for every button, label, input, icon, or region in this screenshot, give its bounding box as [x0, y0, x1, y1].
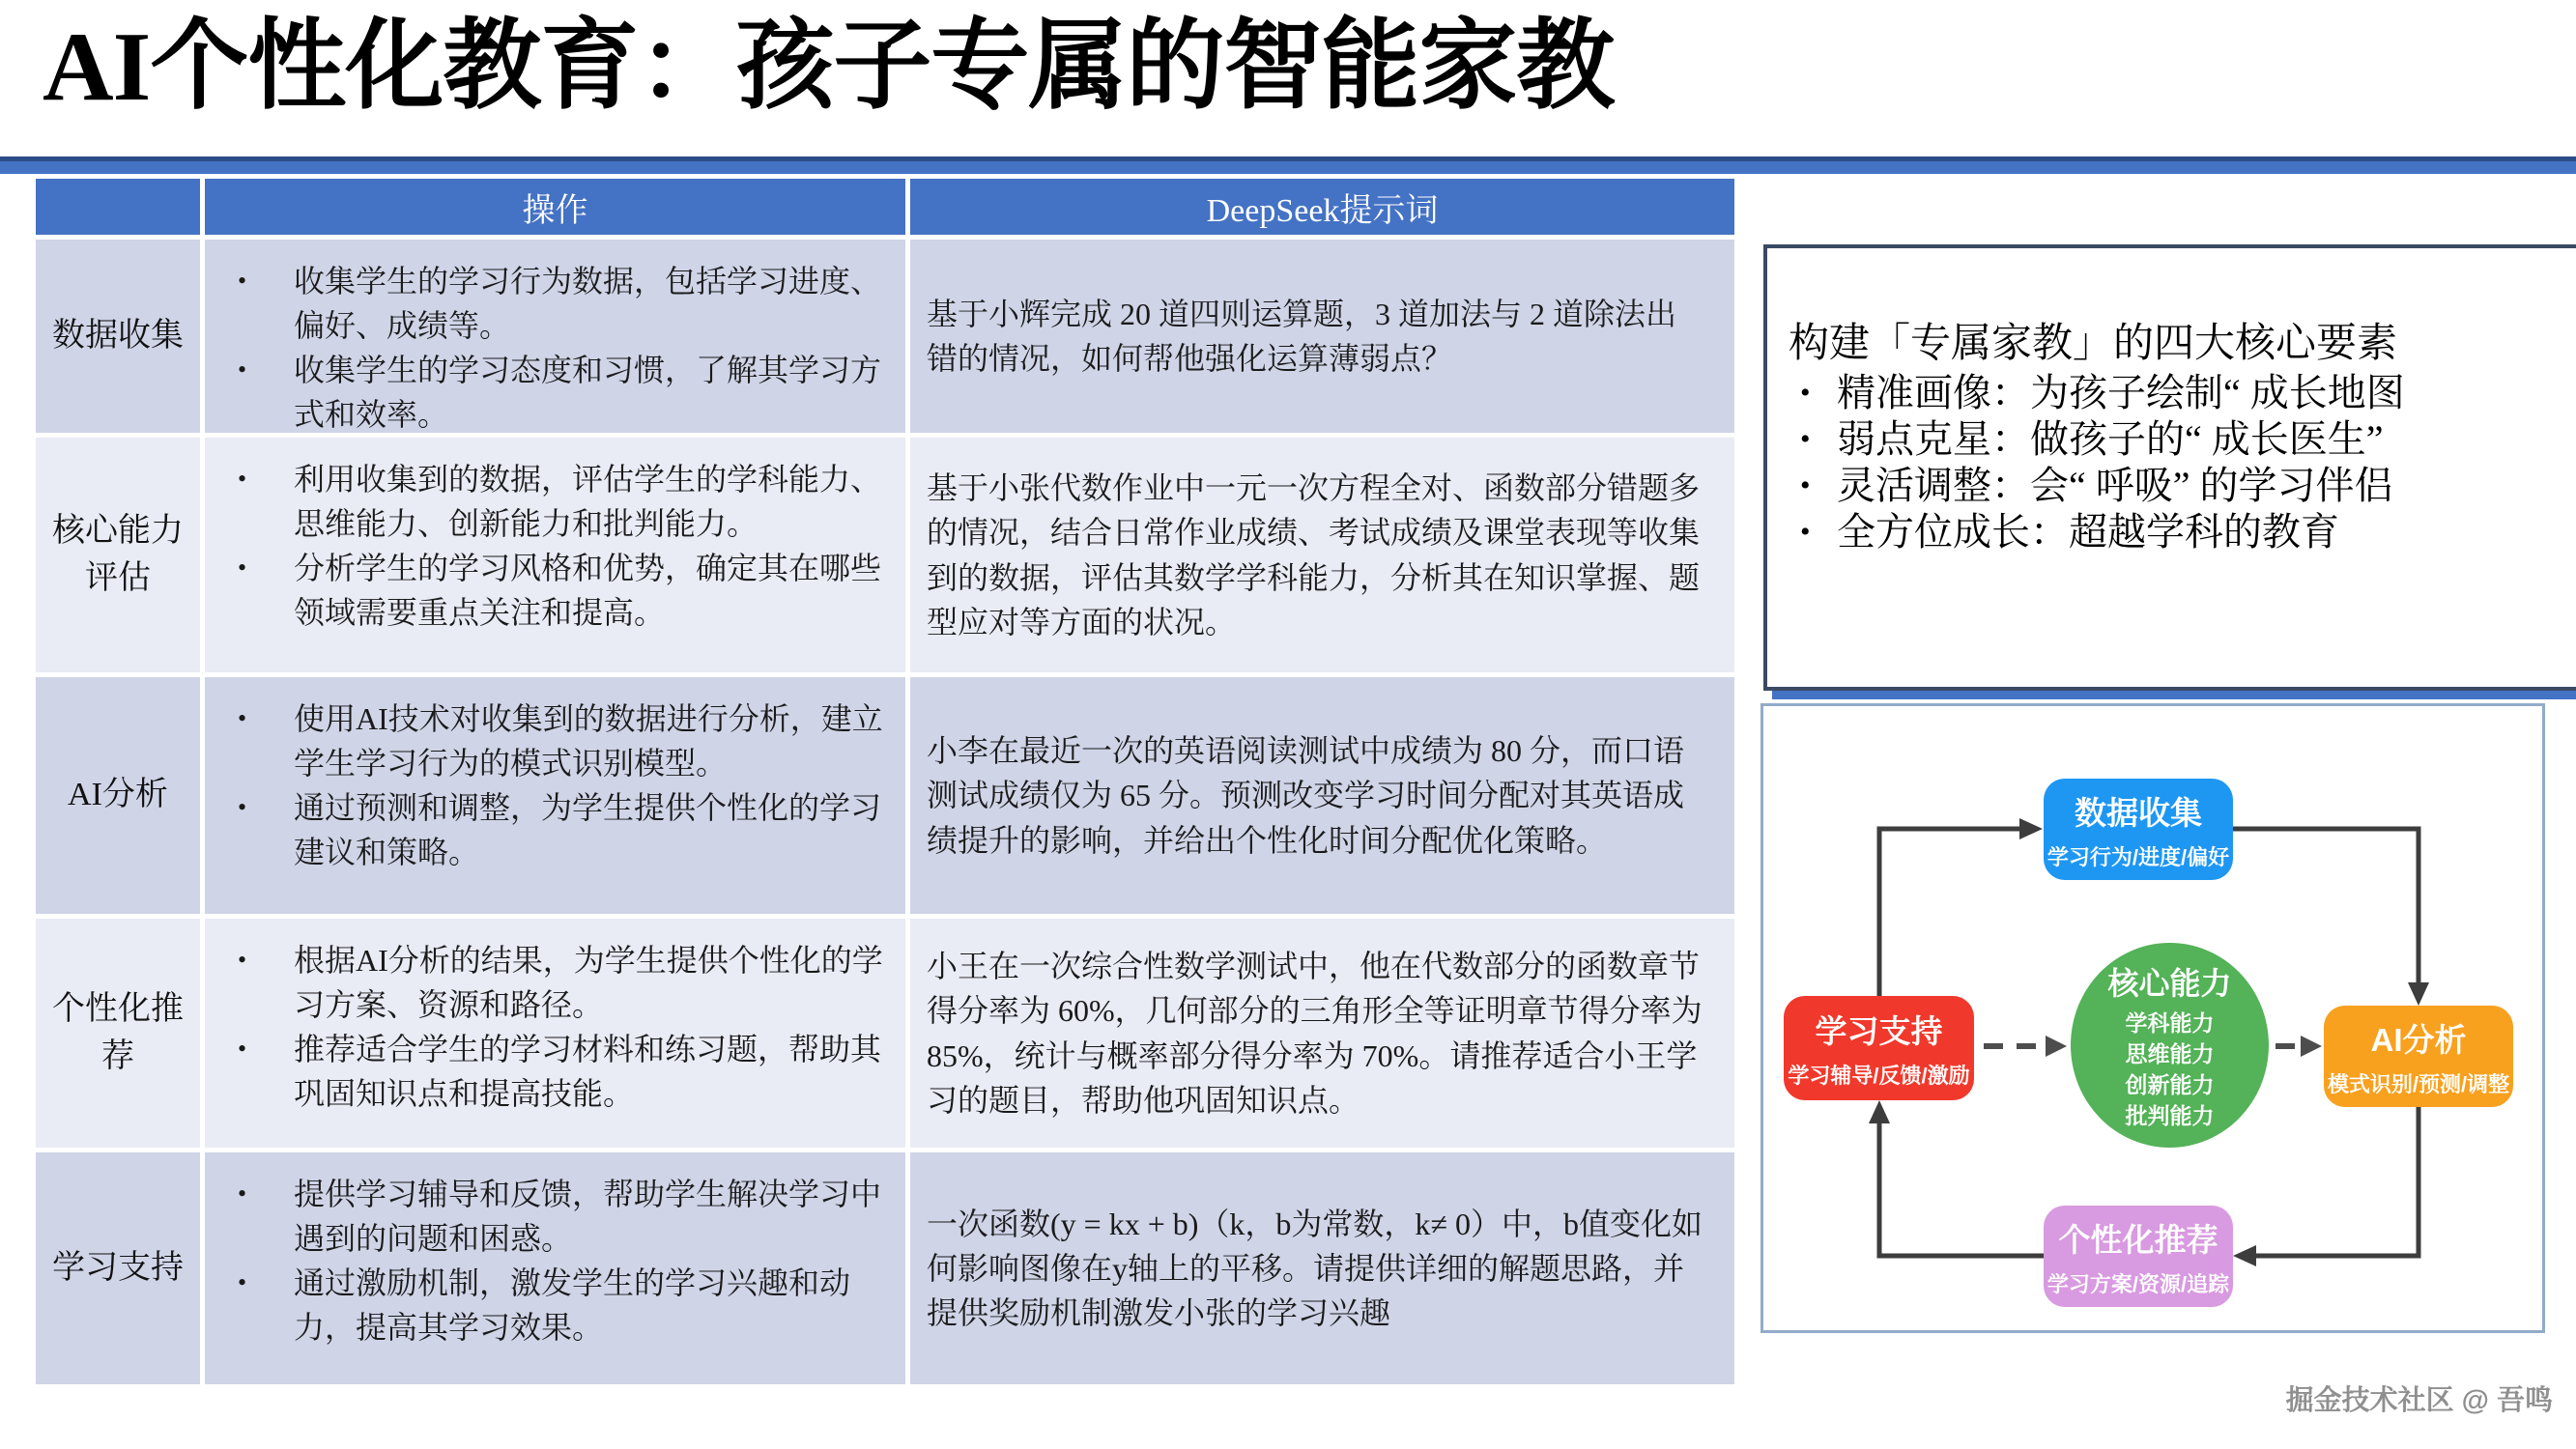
- watermark: 掘金技术社区 @ 吾鸣: [2285, 1385, 2553, 1416]
- operation-text: 收集学生的学习态度和习惯，了解其学习方式和效率。: [294, 353, 882, 433]
- bullet-icon: •: [1800, 516, 1811, 548]
- operations-cell: [205, 919, 905, 1148]
- core-element-text: 全方位成长：超越学科的教育: [1837, 510, 2339, 554]
- node-core-ability: [2071, 943, 2269, 1148]
- node-subtitle: 模式识别/预测/调整: [2327, 1071, 2510, 1096]
- page-title: AI个性化教育：孩子专属的智能家教: [43, 13, 1615, 122]
- node-title: 数据收集: [2075, 794, 2202, 831]
- bullet-icon: •: [238, 704, 247, 732]
- bullet-icon: •: [238, 554, 247, 582]
- prompt-text: 基于小张代数作业中一元一次方程全对、函数部分错题多的情况，结合日常作业成绩、考试成绩及课堂表现等收集到的数据，评估其数学学科能力，分析其在知识掌握、题型应对等方面的状况。: [927, 470, 1701, 639]
- bullet-icon: •: [238, 793, 247, 822]
- list-item: [224, 457, 892, 546]
- prompt-cell: [910, 919, 1734, 1148]
- bullet-icon: •: [1800, 377, 1811, 409]
- prompt-text: 小王在一次综合性数学测试中，他在代数部分的函数章节得分率为 60%，几何部分的三角形全等证明章节得分率为 85%，统计与概率部分得分率为 70%。请推荐适合小王学习的题目，帮助他巩固知识点。: [927, 949, 1703, 1118]
- operation-text: 利用收集到的数据，评估学生的学科能力、思维能力、创新能力和批判能力。: [294, 462, 882, 542]
- prompt-text: 一次函数(y = kx + b)（k，b为常数，k≠ 0）中，b值变化如何影响图像在y轴上的平移。请提供详细的解题思路，并提供奖励机制激发小张的学习兴趣: [927, 1206, 1703, 1331]
- node-ability-item: 学科能力: [2125, 1010, 2215, 1036]
- prompt-text: 小李在最近一次的英语阅读测试中成绩为 80 分，而口语测试成绩仅为 65 分。预测改变学习时间分配对其英语成绩提升的影响，并给出个性化时间分配优化策略。: [927, 733, 1685, 858]
- operation-text: 分析学生的学习风格和优势，确定其在哪些领域需要重点关注和提高。: [294, 551, 882, 631]
- list-item: [1789, 416, 2568, 463]
- table-header-operation: 操作: [205, 179, 905, 235]
- core-element-text: 弱点克星：做孩子的“ 成长医生”: [1837, 417, 2384, 461]
- operation-text: 通过预测和调整，为学生提供个性化的学习建议和策略。: [294, 790, 882, 870]
- bullet-icon: •: [238, 946, 247, 974]
- list-item: [224, 259, 892, 348]
- node-personalized-recommendation: [2044, 1206, 2233, 1307]
- row-label-personalized-recommendation: 个性化推荐: [36, 919, 200, 1148]
- node-title: 核心能力: [2107, 966, 2232, 1001]
- operation-text: 通过激励机制，激发学生的学习兴趣和动力，提高其学习效果。: [294, 1265, 851, 1346]
- core-elements-title: 构建「专属家教」的四大核心要素: [1789, 322, 2398, 366]
- table-header-empty: [36, 179, 200, 235]
- operations-cell: [205, 240, 905, 433]
- row-label-learning-support: 学习支持: [36, 1152, 200, 1384]
- list-item: [1789, 509, 2568, 555]
- list-item: [1789, 463, 2568, 509]
- bullet-icon: •: [238, 1268, 247, 1297]
- list-item: [224, 546, 892, 635]
- operation-text: 根据AI分析的结果，为学生提供个性化的学习方案、资源和路径。: [294, 943, 883, 1023]
- list-item: [1789, 370, 2568, 416]
- core-element-text: 灵活调整：会“ 呼吸” 的学习伴侣: [1837, 464, 2393, 507]
- prompt-cell: [910, 677, 1734, 914]
- node-ability-item: 批判能力: [2125, 1103, 2215, 1128]
- node-subtitle: 学习方案/资源/追踪: [2046, 1271, 2230, 1296]
- list-item: [224, 938, 892, 1027]
- node-title: 学习支持: [1815, 1013, 1943, 1049]
- node-subtitle: 学习辅导/反馈/激励: [1788, 1064, 1970, 1088]
- node-title: 个性化推荐: [2058, 1221, 2218, 1258]
- list-item: [224, 348, 892, 437]
- bullet-icon: •: [238, 355, 247, 384]
- list-item: [224, 1172, 892, 1261]
- node-subtitle: 学习行为/进度/偏好: [2046, 844, 2230, 869]
- flow-diagram: [1760, 703, 2545, 1333]
- row-label-ai-analysis: AI分析: [36, 677, 200, 914]
- node-data-collection: [2044, 779, 2233, 880]
- node-title: AI分析: [2370, 1021, 2467, 1058]
- bullet-icon: •: [1800, 423, 1811, 455]
- prompt-table: [36, 179, 1734, 1384]
- list-item: [224, 785, 892, 874]
- prompt-cell: [910, 438, 1734, 672]
- table-header-prompt: DeepSeek提示词: [910, 179, 1734, 235]
- node-ai-analysis: [2324, 1006, 2513, 1107]
- bullet-icon: •: [1800, 469, 1811, 501]
- core-elements-box: [1763, 244, 2576, 691]
- row-label-data-collection: 数据收集: [36, 240, 200, 433]
- prompt-cell: [910, 240, 1734, 433]
- bullet-icon: •: [238, 1179, 247, 1208]
- operation-text: 使用AI技术对收集到的数据进行分析，建立学生学习行为的模式识别模型。: [294, 701, 883, 781]
- operation-text: 推荐适合学生的学习材料和练习题，帮助其巩固知识点和提高技能。: [294, 1032, 882, 1112]
- operations-cell: [205, 1152, 905, 1384]
- operation-text: 提供学习辅导和反馈，帮助学生解决学习中遇到的问题和困惑。: [294, 1177, 882, 1257]
- title-divider-bar: [0, 156, 2576, 174]
- operations-cell: [205, 677, 905, 914]
- core-element-text: 精准画像：为孩子绘制“ 成长地图: [1837, 371, 2405, 414]
- list-item: [224, 1027, 892, 1116]
- prompt-text: 基于小辉完成 20 道四则运算题，3 道加法与 2 道除法出错的情况，如何帮他强化运算薄弱点？: [927, 296, 1677, 376]
- list-item: [224, 696, 892, 785]
- operations-cell: [205, 438, 905, 672]
- node-ability-item: 思维能力: [2125, 1041, 2215, 1066]
- list-item: [224, 1261, 892, 1350]
- bullet-icon: •: [238, 1035, 247, 1064]
- bullet-icon: •: [238, 267, 247, 295]
- operation-text: 收集学生的学习行为数据，包括学习进度、偏好、成绩等。: [294, 264, 882, 344]
- row-label-core-ability-evaluation: 核心能力评估: [36, 438, 200, 672]
- node-learning-support: [1784, 996, 1974, 1100]
- bullet-icon: •: [238, 465, 247, 493]
- node-ability-item: 创新能力: [2125, 1072, 2215, 1097]
- prompt-cell: [910, 1152, 1734, 1384]
